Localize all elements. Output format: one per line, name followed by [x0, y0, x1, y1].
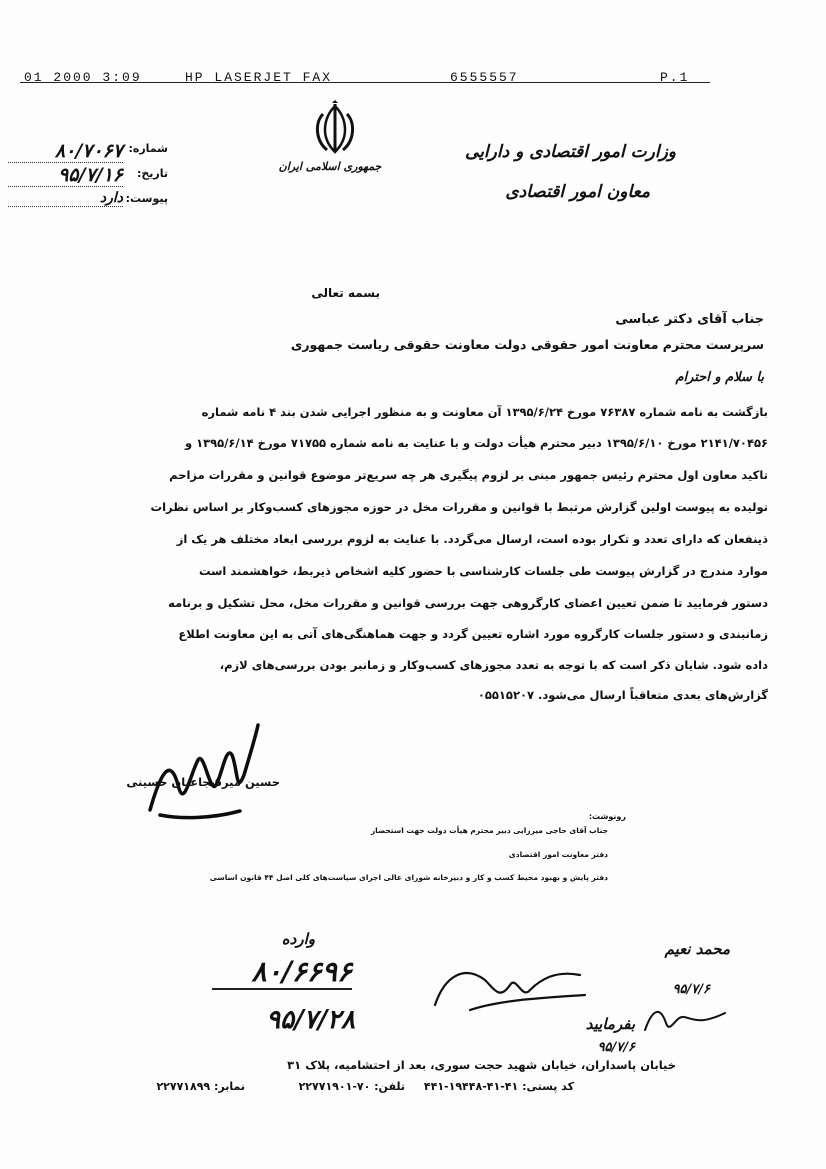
incoming-number: ۸۰/۶۶۹۶	[212, 955, 352, 990]
body-line: بازگشت به نامه شماره ۷۶۳۸۷ مورخ ۱۳۹۵/۶/۲۴ آن معاونت و به منظور اجرایی شدن بند ۴ نامه شماره	[201, 405, 768, 419]
date-label: تاریخ:	[136, 167, 168, 180]
footer-fax: نمابر: ۲۲۷۷۱۸۹۹	[156, 1080, 245, 1093]
deputy-name: معاون امور اقتصادی	[505, 182, 650, 202]
attachment-value: دارد	[8, 190, 123, 207]
iran-emblem-icon	[305, 100, 365, 160]
attachment-label: پیوست:	[125, 192, 168, 205]
body-line: تاکید معاون اول محترم رئیس جمهور مبنی بر لزوم پیگیری هر چه سریع‌تر موضوع قوانین و مقررات مزاحم	[169, 468, 768, 482]
date-value: ۹۵/۷/۱۶	[8, 164, 123, 187]
body-line: تولیده به پیوست اولین گزارش مرتبط با قوانین و مقررات مخل در حوزه مجوزهای کسب‌وکار بر اساس نظرات	[150, 500, 768, 514]
recipient-title: سرپرست محترم معاونت امور حقوقی دولت معاونت حقوقی ریاست جمهوری	[290, 337, 764, 352]
footer-address: خیابان پاسداران، خیابان شهید حجت سوری، بعد از احتشامیه، پلاک ۳۱	[287, 1058, 676, 1072]
greeting: با سلام و احترام	[675, 370, 764, 385]
routing-note-2: بفرمایید	[585, 1015, 635, 1033]
fax-number: 6555557	[450, 70, 519, 85]
body-line: زمانبندی و دستور جلسات کارگروه مورد اشاره تعیین گردد و جهت هماهنگی‌های آتی به این معاونت اطلاع	[178, 627, 768, 641]
cc-line: دفتر پایش و بهبود محیط کسب و کار و دبیرخانه شورای عالی اجرای سیاست‌های کلی اصل ۴۴ قانون اساسی	[209, 873, 608, 882]
fax-header-rule	[20, 82, 710, 83]
reference-block	[8, 140, 168, 220]
initials-scribble-icon	[640, 995, 730, 1040]
number-label: شماره:	[128, 142, 168, 155]
cc-heading: رونوشت:	[588, 812, 626, 821]
incoming-date: ۹۵/۷/۲۸	[266, 1005, 355, 1035]
signer-name: حسین میرشجاعیان حسینی	[126, 775, 280, 789]
body-line: گزارش‌های بعدی متعاقباً ارسال می‌شود. ۰۵۵۱۵۲۰۷	[477, 688, 768, 702]
cc-line: جناب آقای حاجی میرزایی دبیر محترم هیأت دولت جهت استحضار	[370, 826, 608, 835]
signature-scribble-icon	[140, 715, 270, 830]
number-value: ۸۰/۷۰۶۷	[8, 140, 123, 163]
body-line: داده شود. شایان ذکر است که با توجه به تعدد مجوزهای کسب‌وکار و زمانبر بودن بررسی‌های لازم،	[219, 658, 768, 672]
routing-scribble-icon	[430, 950, 590, 1020]
ministry-name: وزارت امور اقتصادی و دارایی	[465, 142, 676, 162]
cc-line: دفتر معاونت امور اقتصادی	[508, 850, 608, 859]
routing-note-2-date: ۹۵/۷/۶	[597, 1040, 635, 1055]
fax-page: P.1	[660, 70, 690, 85]
fax-device: HP LASERJET FAX	[185, 70, 333, 85]
incoming-label: وارده	[281, 930, 315, 948]
footer-phone: تلفن: ۷۰-۲۲۷۷۱۹۰۱	[298, 1080, 405, 1093]
emblem-caption: جمهوری اسلامی ایران	[278, 160, 382, 173]
basmala: بسمه تعالی	[311, 286, 380, 300]
footer-postal-code: کد پستی: ۴۱-۴۱-۱۹۴۴۸-۴۴۱	[423, 1080, 574, 1093]
body-line: دستور فرمایید تا ضمن تعیین اعضای کارگروهی جهت بررسی قوانین و مقررات مخل، محل تشکیل و برنامه	[168, 596, 768, 610]
recipient-name: جناب آقای دکتر عباسی	[615, 312, 764, 327]
body-line: ۲۱۴۱/۷۰۴۵۶ مورخ ۱۳۹۵/۶/۱۰ دبیر محترم هیأت دولت و با عنایت به نامه شماره ۷۱۷۵۵ مورخ ۱۳۹۵/۶/۱۴ و	[184, 436, 768, 450]
body-line: موارد مندرج در گزارش پیوست طی جلسات کارشناسی با حضور کلیه اشخاص ذیربط، خواهشمند است	[198, 564, 768, 578]
routing-note-1-date: ۹۵/۷/۶	[672, 982, 710, 997]
routing-note-1: محمد نعیم	[664, 940, 730, 958]
fax-header	[20, 62, 710, 90]
body-line: ذینفعان که دارای تعدد و تکرار بوده است، ارسال می‌گردد. با عنایت به لزوم بررسی ابعاد مختلف هر یک از	[176, 532, 768, 546]
fax-datetime: 01 2000 3:09	[24, 70, 142, 85]
